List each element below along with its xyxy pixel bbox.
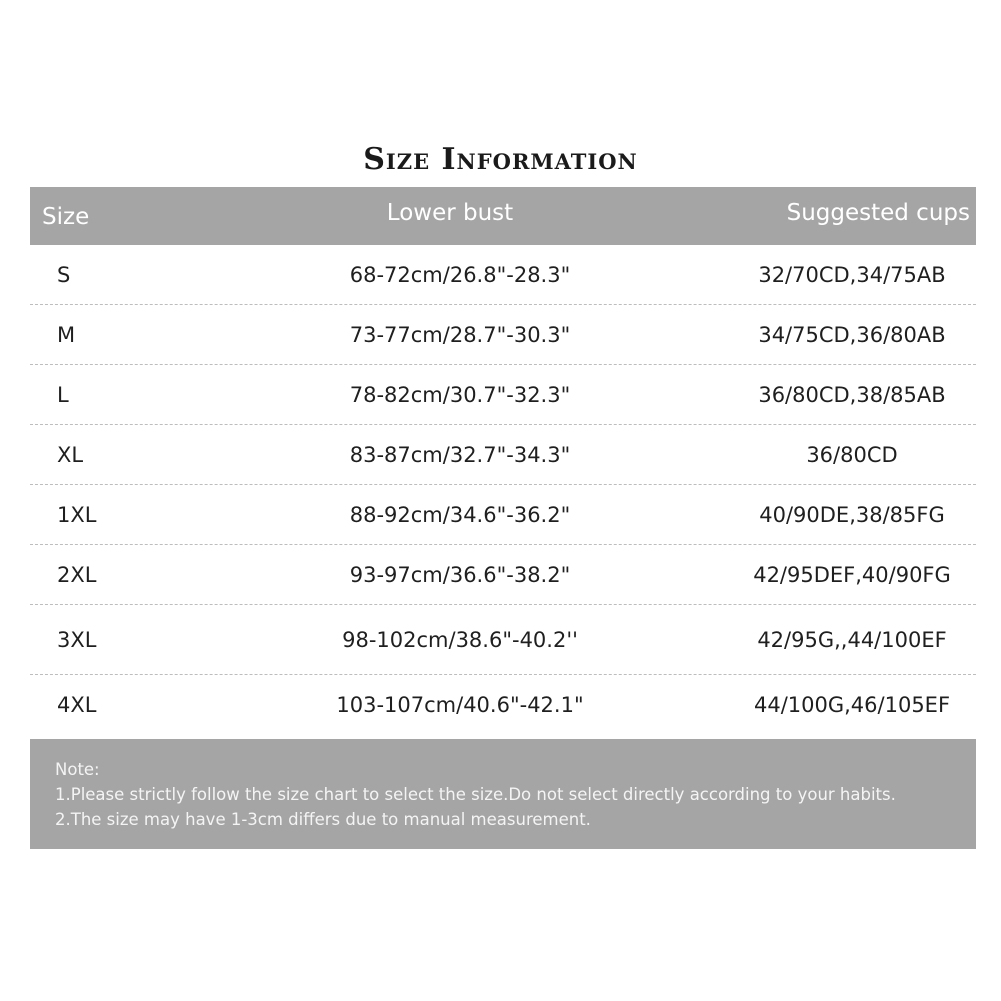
table-row [30, 675, 976, 735]
cell-lower-bust: 83-87cm/32.7"-34.3" [349, 442, 571, 467]
column-header-lower-bust: Lower bust [386, 200, 514, 226]
cell-size: L [57, 382, 69, 407]
table-row [30, 365, 976, 425]
note-line-1: 1.Please strictly follow the size chart to select the size.Do not select directly according to your habits. [55, 785, 896, 804]
cell-lower-bust: 103-107cm/40.6"-42.1" [336, 693, 584, 717]
cell-suggested-cups: 34/75CD,36/80AB [758, 322, 946, 347]
cell-size: S [57, 262, 71, 287]
cell-size: 1XL [57, 502, 97, 527]
cell-suggested-cups: 44/100G,46/105EF [753, 693, 951, 717]
column-header-suggested-cups: Suggested cups [786, 200, 970, 226]
cell-lower-bust: 78-82cm/30.7"-32.3" [349, 382, 571, 407]
note-heading: Note: [55, 760, 100, 779]
table-row [30, 425, 976, 485]
table-header [30, 187, 976, 245]
cell-lower-bust: 88-92cm/34.6"-36.2" [349, 502, 571, 527]
cell-suggested-cups: 32/70CD,34/75AB [758, 262, 946, 287]
table-row [30, 605, 976, 675]
cell-suggested-cups: 42/95DEF,40/90FG [753, 562, 951, 587]
cell-size: 3XL [57, 627, 97, 652]
cell-lower-bust: 93-97cm/36.6"-38.2" [349, 562, 571, 587]
page-title: Size Information [363, 142, 638, 177]
cell-suggested-cups: 42/95G,,44/100EF [757, 627, 947, 652]
cell-size: 2XL [57, 562, 97, 587]
cell-suggested-cups: 40/90DE,38/85FG [759, 502, 945, 527]
cell-lower-bust: 73-77cm/28.7"-30.3" [349, 322, 571, 347]
cell-size: XL [57, 442, 84, 467]
table-row [30, 305, 976, 365]
cell-size: 4XL [57, 693, 97, 717]
cell-size: M [57, 322, 76, 347]
table-row [30, 545, 976, 605]
cell-suggested-cups: 36/80CD [806, 442, 898, 467]
cell-lower-bust: 68-72cm/26.8"-28.3" [349, 262, 571, 287]
table-row [30, 485, 976, 545]
note-box [30, 739, 976, 849]
note-line-2: 2.The size may have 1-3cm differs due to manual measurement. [55, 810, 591, 829]
cell-suggested-cups: 36/80CD,38/85AB [758, 382, 946, 407]
cell-lower-bust: 98-102cm/38.6"-40.2'' [342, 627, 578, 652]
size-table-body [30, 245, 976, 735]
column-header-size: Size [42, 204, 90, 230]
table-row [30, 245, 976, 305]
